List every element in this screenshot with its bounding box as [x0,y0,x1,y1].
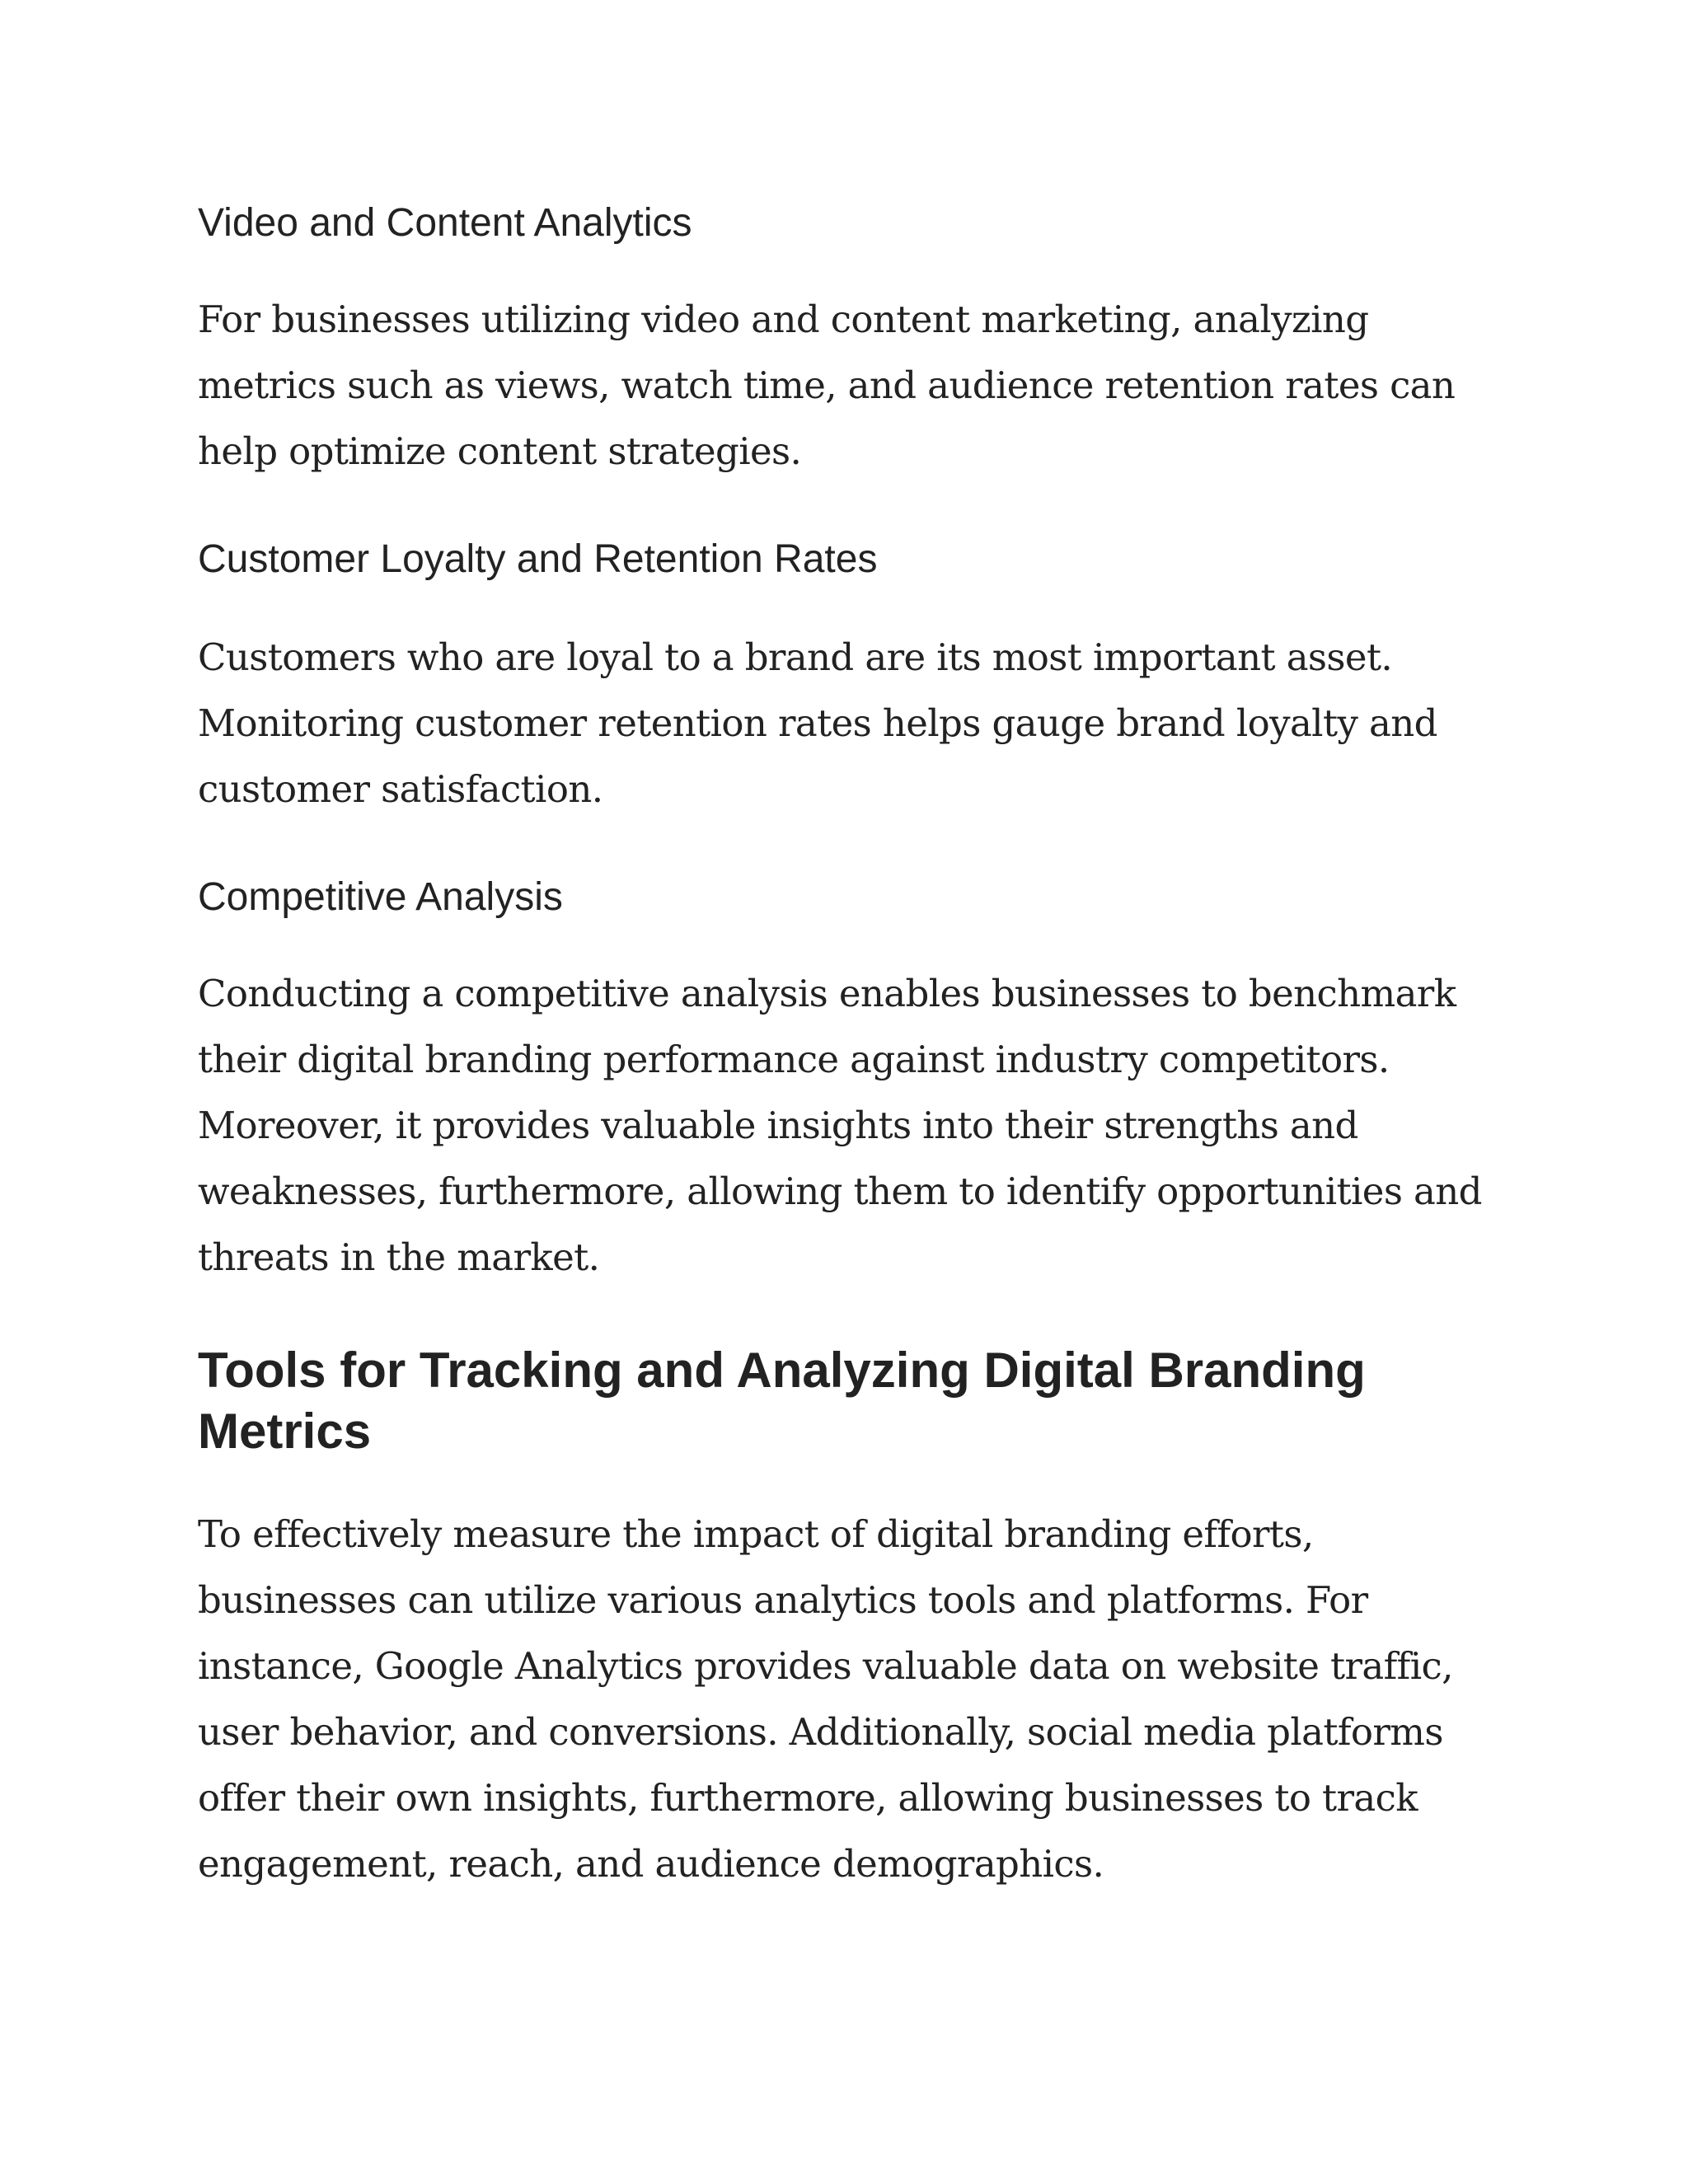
section-paragraph-customer-loyalty: Customers who are loyal to a brand are its most important asset. Monitoring customer retention rates helps gauge brand loyalty and customer satisfaction. [198,635,1437,811]
section-paragraph-video-content-analytics: For businesses utilizing video and content marketing, analyzing metrics such as views, watch time, and audience retention rates can help optimize content strategies. [198,298,1456,473]
section-heading-video-content-analytics: Video and Content Analytics [198,201,692,245]
section-paragraph-tools: To effectively measure the impact of digital branding efforts, businesses can utilize various analytics tools and platforms. For instance, Google Analytics provides valuable data on website traffic, user behavior, and conversions. Additionally, social media platforms offer their own insights, furthermore, allowing businesses to track engagement, reach, and audience demographics. [198,1512,1453,1886]
section-heading-tools: Tools for Tracking and Analyzing Digital Branding Metrics [198,1343,1366,1459]
document-page [198,196,1500,1897]
section-heading-competitive-analysis: Competitive Analysis [198,875,563,919]
section-heading-customer-loyalty: Customer Loyalty and Retention Rates [198,537,878,581]
section-paragraph-competitive-analysis: Conducting a competitive analysis enables businesses to benchmark their digital branding performance against industry competitors. Moreover, it provides valuable insights into their strengths and weaknesses, furthermore, allowing them to identify opportunities and threats in the market. [198,972,1482,1279]
